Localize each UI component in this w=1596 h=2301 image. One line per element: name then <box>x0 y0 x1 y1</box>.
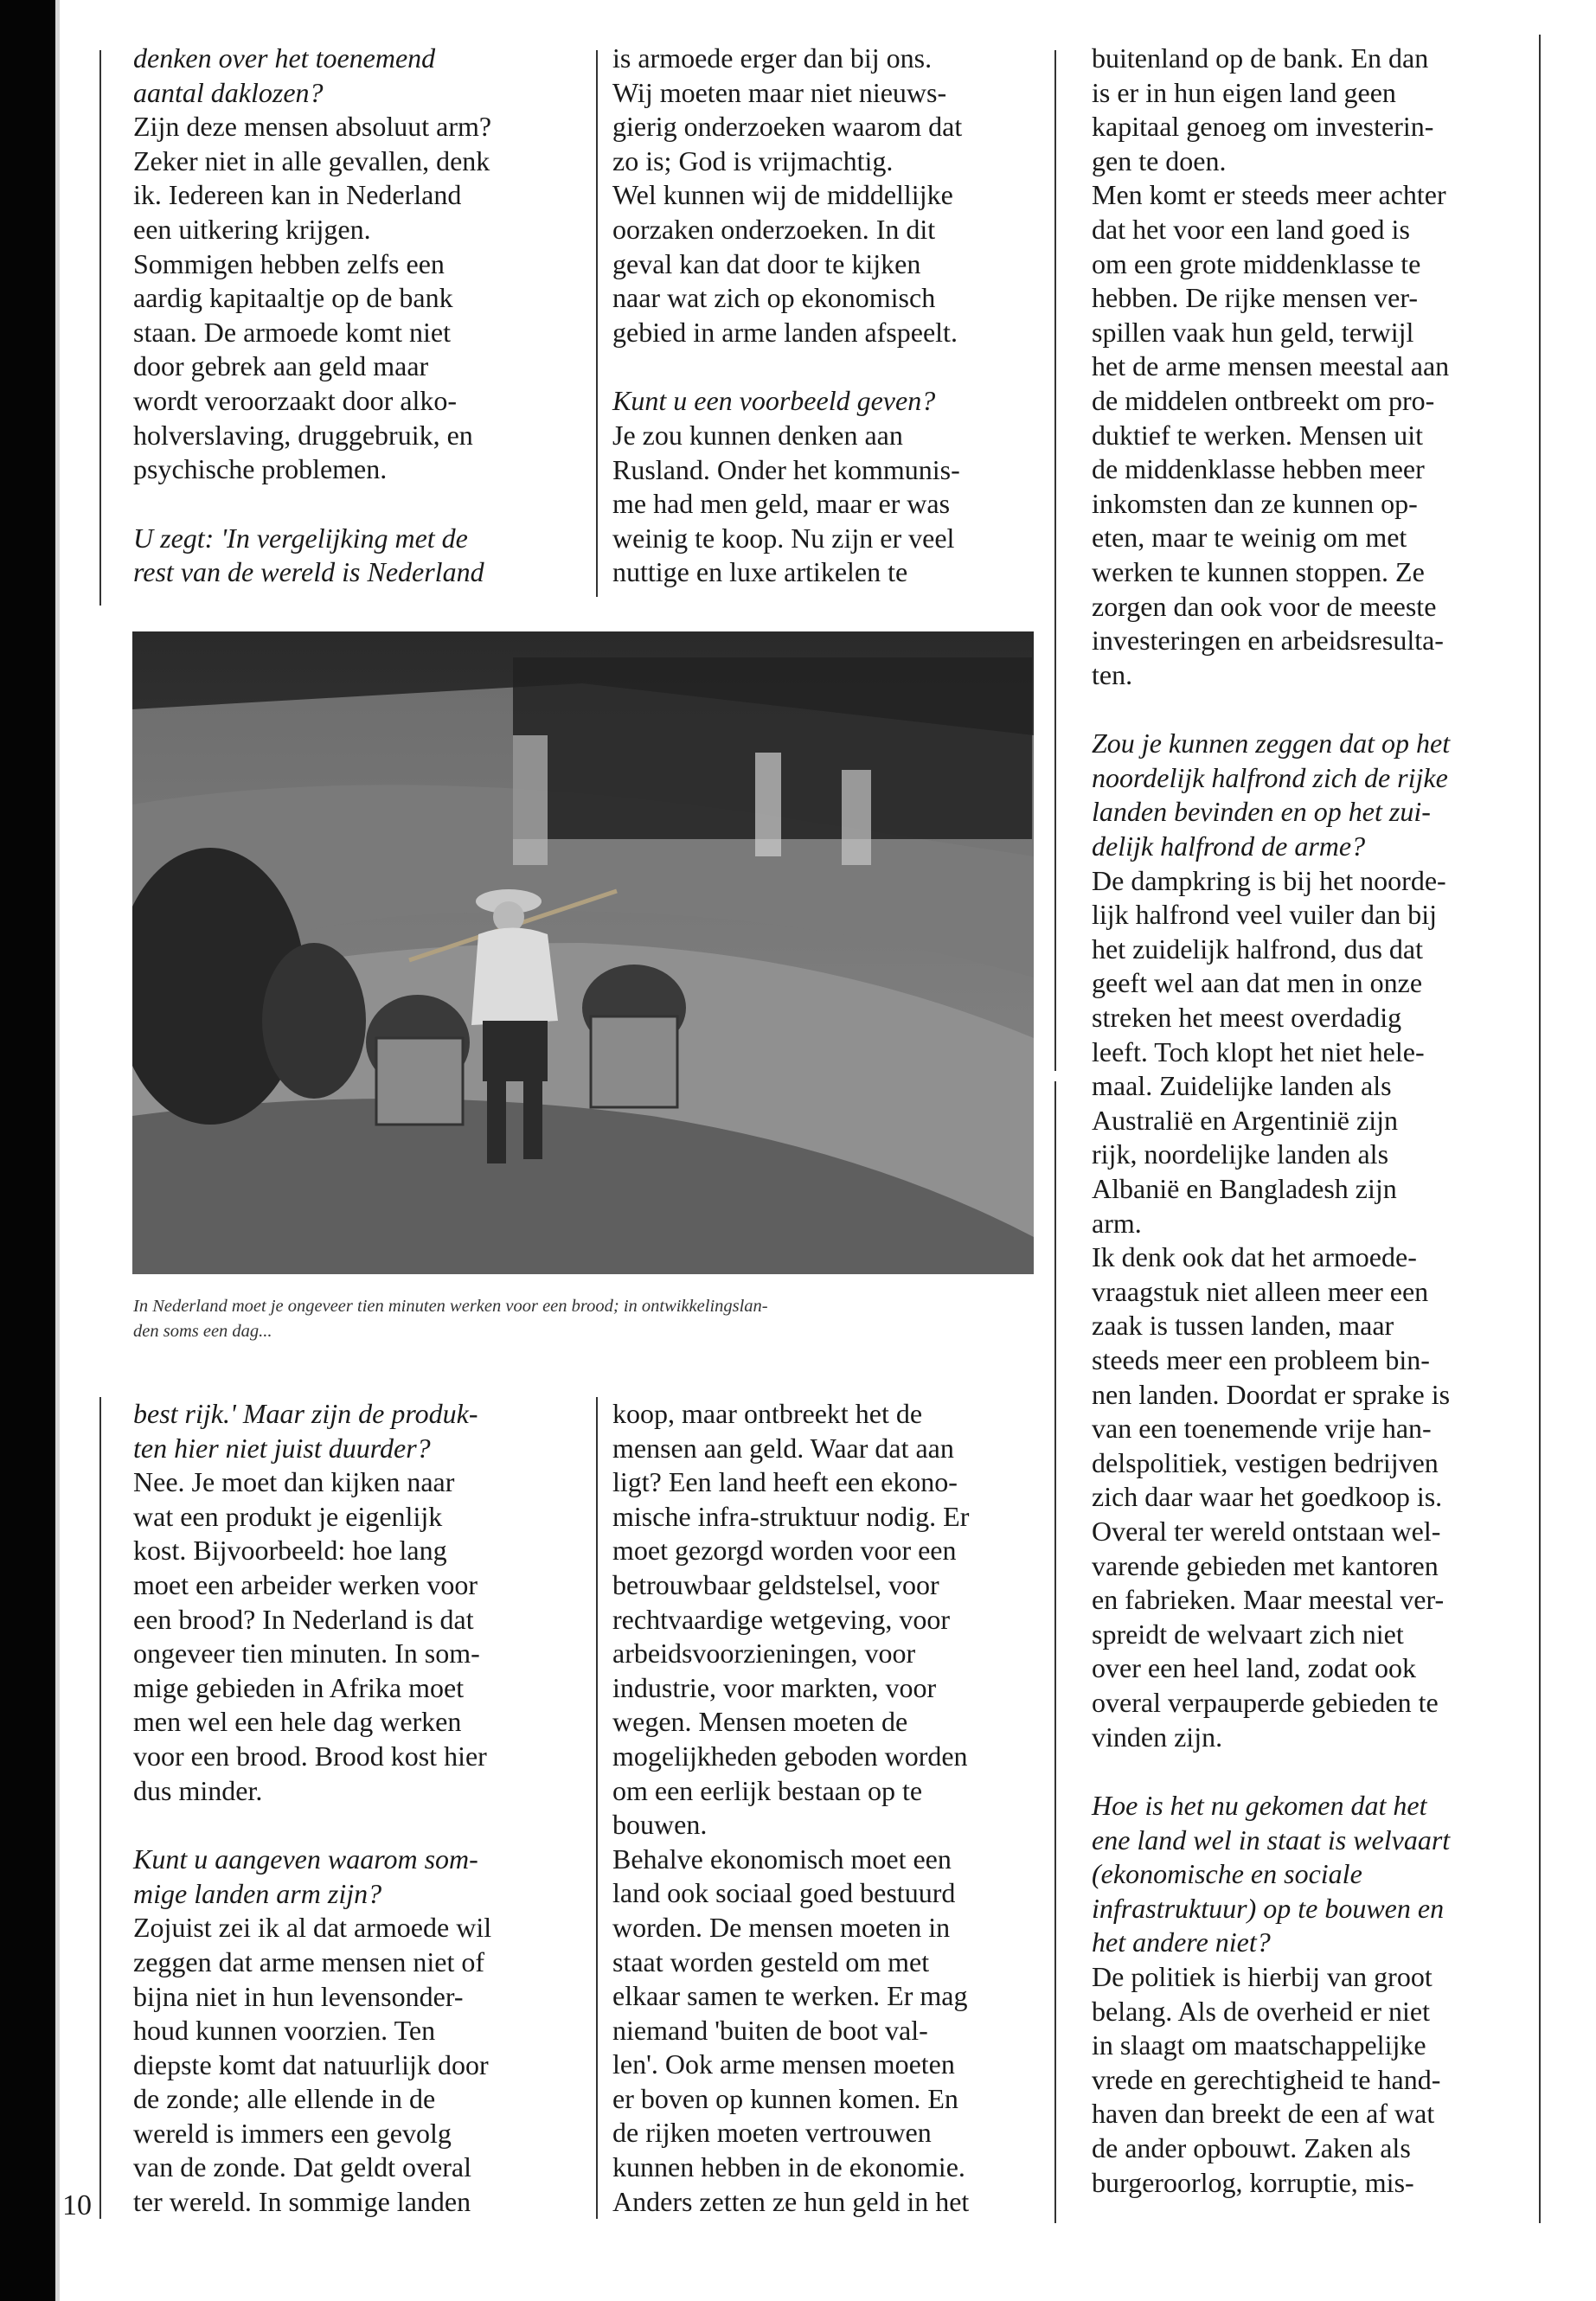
column-rule <box>596 50 598 597</box>
paragraph-gap <box>1092 692 1533 727</box>
interview-question: U zegt: 'In vergelijking met de rest van de wereld is Nederland <box>133 522 484 588</box>
answer-paragraph: is armoede erger dan bij ons. Wij moeten maar niet nieuws- gierig onderzoeken waarom dat zo is; God is vrijmachtig. Wel kunnen wij de middellijke oorzaken onderzoeken. In dit geval kan dat door te kijken naar wat zich op ekonomisch gebied in arme landen afspeelt. <box>612 42 963 348</box>
scan-edge-shadow <box>55 0 60 2301</box>
interview-question: Kunt u aangeven waarom som- mige landen arm zijn? <box>133 1843 478 1909</box>
interview-question: Hoe is het nu gekomen dat het ene land wel in staat is welvaart (ekonomische en sociale infrastruktuur) op te bouwen en het andere niet? <box>1092 1790 1451 1958</box>
column-1-bottom <box>133 1397 583 2220</box>
interview-question: Zou je kunnen zeggen dat op het noordelijk halfrond zich de rijke landen bevinden en op het zui- delijk halfrond de arme? <box>1092 727 1451 862</box>
answer-paragraph: Zijn deze mensen absoluut arm? Zeker niet in alle gevallen, denk ik. Iedereen kan in Nederland een uitkering krijgen. Sommigen hebben zelfs een aardig kapitaaltje op de bank staan. De armoede komt niet door gebrek aan geld maar wordt veroorzaakt door alko- holverslaving, druggebruik, en psychische problemen. <box>133 111 492 485</box>
column-1-top <box>133 42 583 590</box>
answer-paragraph: Nee. Je moet dan kijken naar wat een produkt je eigenlijk kost. Bijvoorbeeld: hoe lang moet een arbeider werken voor een brood? In Nederland is dat ongeveer tien minuten. In som- mige gebieden in Afrika moet men wel een hele dag werken voor een brood. Brood kost hier dus minder. <box>133 1466 487 1806</box>
interview-question: best rijk.' Maar zijn de produk- ten hier niet juist duurder? <box>133 1398 478 1464</box>
paragraph-gap <box>1092 1754 1533 1789</box>
paragraph-gap <box>133 1808 583 1843</box>
answer-paragraph: De dampkring is bij het noorde- lijk halfrond veel vuiler dan bij het zuidelijk halfrond, dus dat geeft wel aan dat men in onze streken het meest overdadig leeft. Toch klopt het niet hele- maal. Zuidelijke landen als Australië en Argentinië zijn rijk, noordelijke landen als Albanië en Bangladesh zijn arm. Ik denk ook dat het armoede- vraagstuk niet alleen meer een zaak is tussen landen, maar steeds meer een probleem bin- nen landen. Doordat er sprake is van een toenemende vrije han- delspolitiek, vestigen bedrijven zich daar waar het goedkoop is. Overal ter wereld ontstaan wel- varende gebieden met kantoren en fabrieken. Maar meestal ver- spreidt de welvaart zich niet over een heel land, zodat ook overal verpauperde gebieden te vinden zijn. <box>1092 864 1451 1753</box>
column-rule <box>596 1397 598 2219</box>
photo-caption: In Nederland moet je ongeveer tien minuten werken voor een brood; in ontwikkelingslan- den soms een dag... <box>133 1297 768 1341</box>
answer-paragraph: buitenland op de bank. En dan is er in hun eigen land geen kapitaal genoeg om investerin- gen te doen. Men komt er steeds meer achter dat het voor een land goed is om een grote middenklasse te hebben. De rijke mensen ver- spillen vaak hun geld, terwijl het de arme mensen meestal aan de middelen ontbreekt om pro- duktief te werken. Mensen uit de middenklasse hebben meer inkomsten dan ze kunnen op- eten, maar te weinig om met werken te kunnen stoppen. Ze zorgen dan ook voor de meeste investeringen en arbeidsresulta- ten. <box>1092 42 1450 690</box>
column-rule <box>1539 35 1541 2223</box>
column-2-bottom <box>612 1397 1045 2219</box>
photo-villager-carrying-baskets <box>132 631 1034 1274</box>
column-rule <box>99 50 101 606</box>
answer-paragraph: De politiek is hierbij van groot belang. Als de overheid er niet in slaagt om maatschappelijke vrede en gerechtigheid te hand- haven dan breekt de een af wat de ander opbouwt. Zaken als burgeroorlog, korruptie, mis- <box>1092 1961 1441 2198</box>
answer-paragraph: koop, maar ontbreekt het de mensen aan geld. Waar dat aan ligt? Een land heeft een ekono- mische infra-struktuur nodig. Er moet gezorgd worden voor een betrouwbaar geldstelsel, voor rechtvaardige wetgeving, voor arbeidsvoorzieningen, voor industrie, voor markten, voor wegen. Mensen moeten de mogelijkheden geboden worden om een eerlijk bestaan op te bouwen. Behalve ekonomisch moet een land ook sociaal goed bestuurd worden. De mensen moeten in staat worden gesteld om met elkaar samen te werken. Er mag niemand 'buiten de boot val- len'. Ook arme mensen moeten er boven op kunnen komen. En de rijken moeten vertrouwen kunnen hebben in de ekonomie. Anders zetten ze hun geld in het <box>612 1398 970 2217</box>
column-rule <box>1054 50 1056 1071</box>
column-2-top <box>612 42 1045 590</box>
interview-question: denken over het toenemend aantal daklozen? <box>133 42 436 108</box>
column-rule <box>99 1397 101 2219</box>
paragraph-gap <box>133 487 583 522</box>
column-3 <box>1092 42 1533 2200</box>
answer-paragraph: Je zou kunnen denken aan Rusland. Onder het kommunis- me had men geld, maar er was weinig te koop. Nu zijn er veel nuttige en luxe artikelen te <box>612 419 960 588</box>
answer-paragraph: Zojuist zei ik al dat armoede wil zeggen dat arme mensen niet of bijna niet in hun levensonder- houd kunnen voorzien. Ten diepste komt dat natuurlijk door de zonde; alle ellende in de wereld is immers een gevolg van de zonde. Dat geldt overal ter wereld. In sommige landen <box>133 1912 492 2218</box>
column-rule <box>1054 1081 1056 2223</box>
interview-question: Kunt u een voorbeeld geven? <box>612 385 936 417</box>
page-number: 10 <box>62 2189 92 2221</box>
paragraph-gap <box>612 349 1045 384</box>
scan-edge-bar <box>0 0 55 2301</box>
